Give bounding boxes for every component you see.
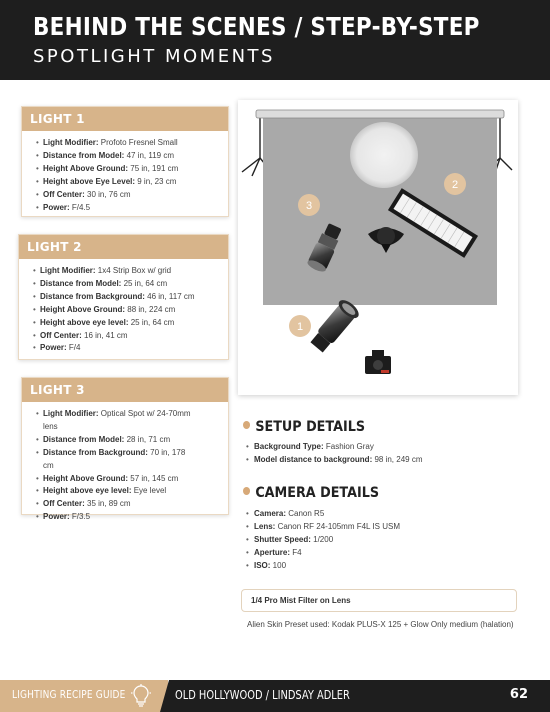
- background-spot: [350, 122, 418, 188]
- light-1-heading: LIGHT 1: [22, 107, 228, 131]
- light-2-card: [18, 234, 229, 360]
- page-title: BEHIND THE SCENES / STEP-BY-STEP: [33, 12, 480, 41]
- spec-item: • Height above eye level: 25 in, 64 cm: [33, 317, 220, 330]
- page-subtitle: SPOTLIGHT MOMENTS: [33, 46, 275, 67]
- spec-item: • Light Modifier: 1x4 Strip Box w/ grid: [33, 265, 220, 278]
- camera-item: • ISO: 100: [246, 560, 400, 573]
- marker-1-label: 1: [296, 321, 304, 333]
- spec-item: • Distance from Model: 25 in, 64 cm: [33, 278, 220, 291]
- marker-2-label: 2: [451, 179, 459, 191]
- camera-details-heading: CAMERA DETAILS: [243, 485, 379, 501]
- spec-item: • Height Above Ground: 75 in, 191 cm: [36, 163, 220, 176]
- marker-2: [444, 173, 466, 195]
- marker-3: [298, 194, 320, 216]
- light-2-heading: LIGHT 2: [19, 235, 228, 259]
- spec-item: • Height Above Ground: 57 in, 145 cm: [36, 473, 198, 486]
- marker-1: [289, 315, 311, 337]
- page-number: 62: [509, 687, 528, 702]
- footer-brand-band: [0, 680, 168, 712]
- spec-item: • Distance from Background: 46 in, 117 cm: [33, 291, 220, 304]
- spec-item: • Off Center: 30 in, 76 cm: [36, 189, 220, 202]
- camera-details-list: [246, 508, 400, 573]
- camera-item: • Aperture: F4: [246, 547, 400, 560]
- footer-book-title: OLD HOLLYWOOD / LINDSAY ADLER: [175, 688, 350, 702]
- backdrop-roll: [256, 110, 504, 118]
- setup-details-heading: SETUP DETAILS: [243, 419, 365, 435]
- light-1-card: [21, 106, 229, 217]
- camera-item: • Lens: Canon RF 24-105mm F4L IS USM: [246, 521, 400, 534]
- light-3-specs: [22, 402, 228, 524]
- light-2-specs: [19, 259, 228, 355]
- preset-note: Alien Skin Preset used: Kodak PLUS-X 125 + Glow Only medium (halation): [247, 620, 514, 629]
- bullet-dot: [243, 421, 250, 429]
- spec-item: • Off Center: 16 in, 41 cm: [33, 330, 220, 343]
- spec-item: • Light Modifier: Profoto Fresnel Small: [36, 137, 220, 150]
- spec-item: • Off Center: 35 in, 89 cm: [36, 498, 198, 511]
- spec-item: • Distance from Background: 70 in, 178 cm: [36, 447, 198, 473]
- setup-details-list: [246, 441, 422, 467]
- spec-item: • Height above Eye Level: 9 in, 23 cm: [36, 176, 220, 189]
- page-footer: [0, 680, 550, 712]
- camera-item: • Camera: Canon R5: [246, 508, 400, 521]
- spec-item: • Power: F/4.5: [36, 202, 220, 215]
- lighting-diagram-svg: [238, 100, 518, 395]
- lightbulb-icon: [130, 684, 152, 708]
- marker-3-label: 3: [305, 200, 313, 212]
- spec-item: • Power: F/4: [33, 342, 220, 355]
- footer-brand: LIGHTING RECIPE GUIDE: [12, 688, 126, 701]
- spec-item: • Power: F/3.5: [36, 511, 198, 524]
- light-1-specs: [22, 131, 228, 214]
- bullet-dot: [243, 487, 250, 495]
- lighting-diagram: [238, 100, 518, 395]
- spec-item: • Height above eye level: Eye level: [36, 485, 198, 498]
- setup-item: • Model distance to background: 98 in, 249 cm: [246, 454, 422, 467]
- spec-item: • Distance from Model: 28 in, 71 cm: [36, 434, 198, 447]
- setup-item: • Background Type: Fashion Gray: [246, 441, 422, 454]
- spec-item: • Light Modifier: Optical Spot w/ 24-70mm lens: [36, 408, 198, 434]
- camera-item: • Shutter Speed: 1/200: [246, 534, 400, 547]
- spec-item: • Distance from Model: 47 in, 119 cm: [36, 150, 220, 163]
- light-3-heading: LIGHT 3: [22, 378, 228, 402]
- filter-note: 1/4 Pro Mist Filter on Lens: [241, 589, 517, 612]
- light-3-card: [21, 377, 229, 522]
- page-header: [0, 0, 550, 80]
- spec-item: • Height Above Ground: 88 in, 224 cm: [33, 304, 220, 317]
